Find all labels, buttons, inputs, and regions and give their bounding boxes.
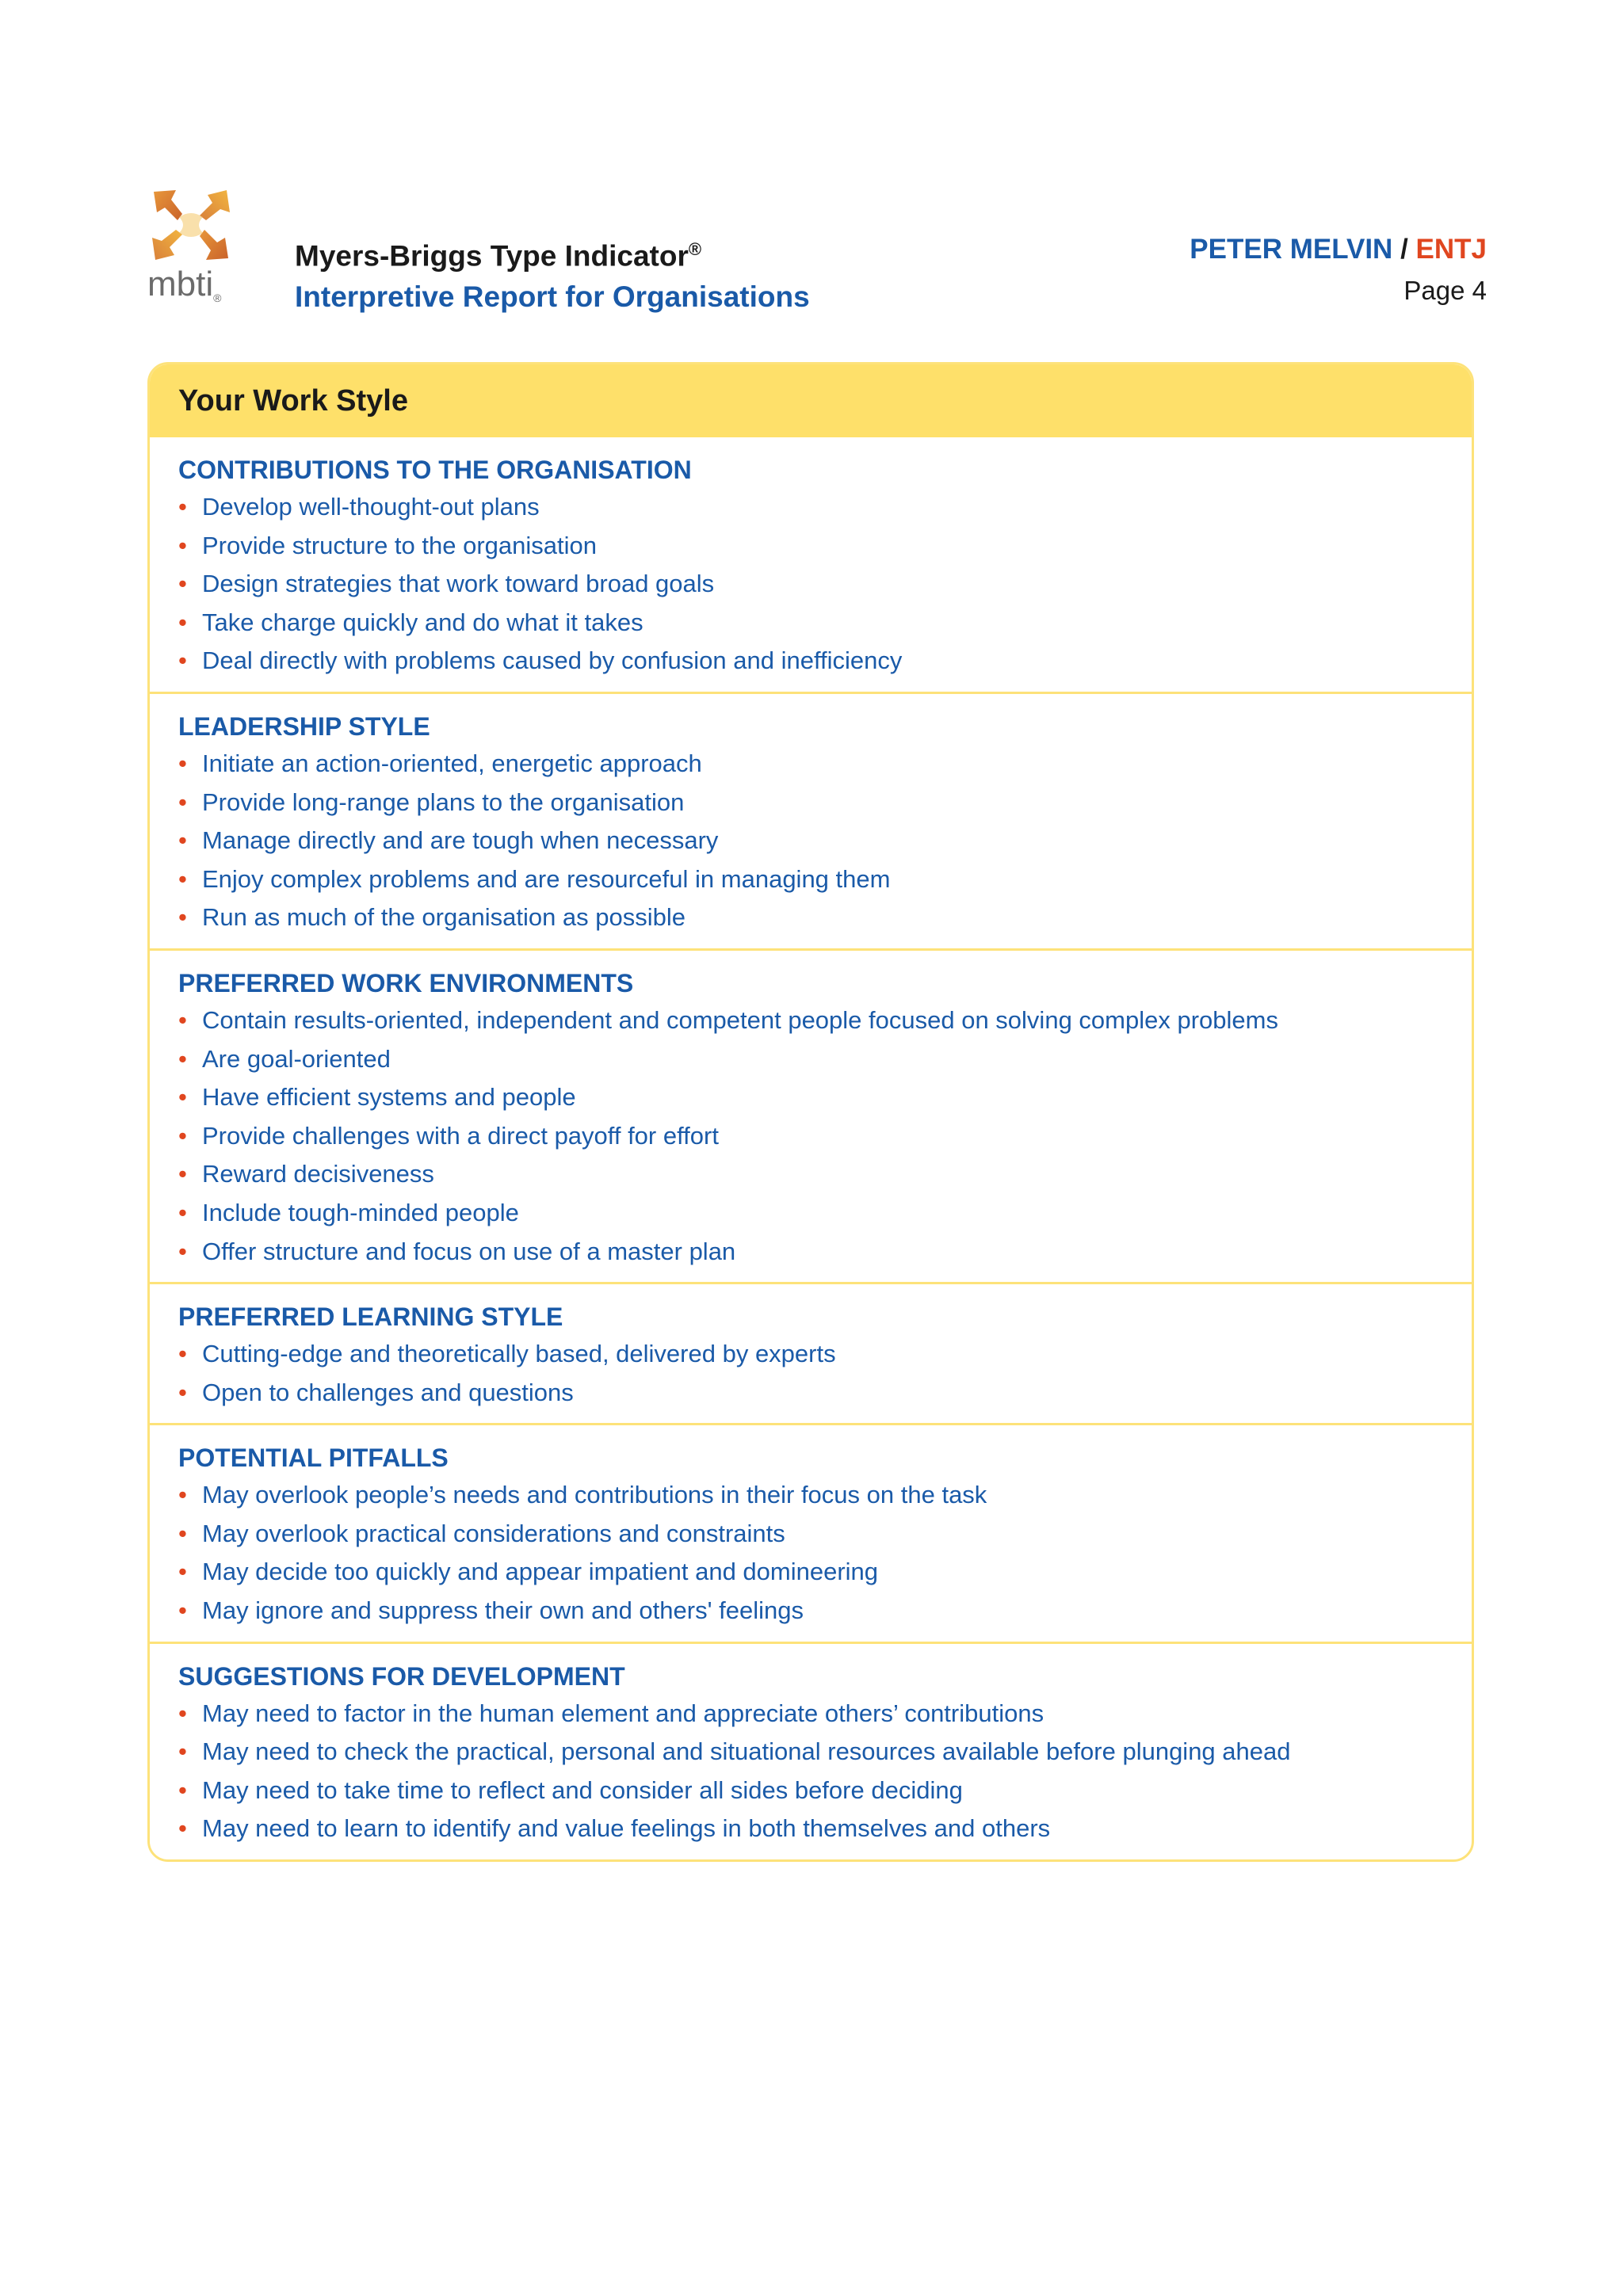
- list-item-text: Provide structure to the organisation: [202, 531, 597, 559]
- bullet-icon: •: [178, 1198, 187, 1226]
- section: [150, 1642, 1472, 1859]
- work-style-card: [147, 362, 1474, 1862]
- section: [150, 692, 1472, 948]
- section-title: LEADERSHIP STYLE: [178, 711, 430, 741]
- mbti-emblem-icon: [147, 185, 235, 265]
- list-item-text: Manage directly and are tough when necessary: [202, 826, 719, 855]
- list-item-text: Open to challenges and questions: [202, 1378, 574, 1406]
- bullet-icon: •: [178, 1160, 187, 1188]
- bullet-list: [178, 1695, 1443, 1848]
- list-item: [178, 1553, 1443, 1592]
- list-item: [178, 1772, 1443, 1810]
- list-item: [178, 527, 1443, 566]
- list-item-text: May decide too quickly and appear impatient and domineering: [202, 1558, 879, 1586]
- card-header: [150, 364, 1472, 437]
- page-number: Page 4: [1403, 276, 1487, 305]
- bullet-icon: •: [178, 1596, 187, 1625]
- list-item-text: May ignore and suppress their own and others' feelings: [202, 1596, 804, 1625]
- bullet-icon: •: [178, 1775, 187, 1804]
- bullet-list: [178, 1001, 1443, 1271]
- list-item-text: Contain results-oriented, independent and competent people focused on solving complex problems: [202, 1005, 1278, 1034]
- bullet-icon: •: [178, 1044, 187, 1073]
- list-item-text: Cutting-edge and theoretically based, delivered by experts: [202, 1340, 836, 1368]
- list-item-text: May need to take time to reflect and consider all sides before deciding: [202, 1775, 963, 1804]
- bullet-icon: •: [178, 1378, 187, 1406]
- bullet-icon: •: [178, 1519, 187, 1547]
- list-item-text: Have efficient systems and people: [202, 1083, 576, 1112]
- bullet-icon: •: [178, 1005, 187, 1034]
- list-item-text: May overlook people’s needs and contributions in their focus on the task: [202, 1481, 987, 1509]
- person-line: [1190, 229, 1487, 270]
- report-title: [295, 229, 810, 277]
- bullet-icon: •: [178, 570, 187, 598]
- section-title: SUGGESTIONS FOR DEVELOPMENT: [178, 1661, 625, 1691]
- person-separator: /: [1392, 234, 1416, 265]
- list-item: [178, 1515, 1443, 1554]
- list-item-text: Initiate an action-oriented, energetic approach: [202, 749, 702, 777]
- list-item: [178, 1476, 1443, 1515]
- list-item-text: May overlook practical considerations and constraints: [202, 1519, 785, 1547]
- card-sections: [150, 437, 1472, 1859]
- person-name: PETER MELVIN: [1190, 234, 1393, 265]
- logo-wordmark: mbti®: [147, 265, 222, 304]
- list-item-text: Take charge quickly and do what it takes: [202, 608, 643, 636]
- list-item: [178, 1733, 1443, 1772]
- bullet-icon: •: [178, 646, 187, 675]
- list-item-text: May need to factor in the human element and appreciate others’ contributions: [202, 1699, 1044, 1727]
- list-item: [178, 1592, 1443, 1630]
- list-item: [178, 1695, 1443, 1733]
- bullet-icon: •: [178, 531, 187, 559]
- list-item: [178, 1001, 1443, 1040]
- bullet-icon: •: [178, 1699, 187, 1727]
- list-item-text: Provide long-range plans to the organisation: [202, 788, 685, 816]
- registered-mark: ®: [688, 239, 702, 259]
- section-title: PREFERRED LEARNING STYLE: [178, 1302, 563, 1332]
- list-item-text: May need to learn to identify and value feelings in both themselves and others: [202, 1814, 1051, 1843]
- logo-text: mbti: [147, 265, 214, 303]
- list-item-text: Run as much of the organisation as possible: [202, 903, 686, 932]
- list-item-text: Develop well-thought-out plans: [202, 493, 540, 521]
- report-titles: [295, 229, 810, 318]
- section: [150, 437, 1472, 692]
- section-title: POTENTIAL PITFALLS: [178, 1444, 449, 1473]
- list-item-text: Reward decisiveness: [202, 1160, 434, 1188]
- list-item: [178, 898, 1443, 937]
- list-item: [178, 488, 1443, 527]
- section-title: CONTRIBUTIONS TO THE ORGANISATION: [178, 456, 692, 484]
- bullet-icon: •: [178, 1237, 187, 1265]
- list-item: [178, 642, 1443, 681]
- section: [150, 948, 1472, 1282]
- bullet-list: [178, 1335, 1443, 1412]
- section: [150, 1423, 1472, 1641]
- bullet-icon: •: [178, 1083, 187, 1112]
- bullet-icon: •: [178, 608, 187, 636]
- person-info: [1190, 229, 1487, 311]
- bullet-icon: •: [178, 1481, 187, 1509]
- bullet-icon: •: [178, 1121, 187, 1150]
- person-type: ENTJ: [1415, 234, 1487, 265]
- bullet-icon: •: [178, 749, 187, 777]
- list-item: [178, 1040, 1443, 1079]
- card-title: Your Work Style: [178, 383, 408, 418]
- list-item-text: Provide challenges with a direct payoff for effort: [202, 1121, 719, 1150]
- list-item: [178, 604, 1443, 643]
- list-item: [178, 1233, 1443, 1272]
- list-item: [178, 1078, 1443, 1117]
- bullet-icon: •: [178, 493, 187, 521]
- list-item-text: Include tough-minded people: [202, 1198, 519, 1226]
- list-item: [178, 784, 1443, 822]
- list-item-text: Enjoy complex problems and are resourceful in managing them: [202, 864, 891, 893]
- bullet-icon: •: [178, 1737, 187, 1766]
- bullet-list: [178, 1476, 1443, 1630]
- report-subtitle: Interpretive Report for Organisations: [295, 280, 810, 314]
- list-item-text: Design strategies that work toward broad goals: [202, 570, 715, 598]
- list-item: [178, 1117, 1443, 1156]
- bullet-icon: •: [178, 1814, 187, 1843]
- bullet-icon: •: [178, 788, 187, 816]
- bullet-list: [178, 745, 1443, 937]
- bullet-icon: •: [178, 1340, 187, 1368]
- list-item: [178, 1810, 1443, 1848]
- mbti-logo: [147, 185, 242, 304]
- list-item-text: May need to check the practical, personal and situational resources available before plunging ahead: [202, 1737, 1291, 1766]
- bullet-icon: •: [178, 1558, 187, 1586]
- list-item: [178, 565, 1443, 604]
- section: [150, 1282, 1472, 1423]
- bullet-list: [178, 488, 1443, 681]
- report-title-text: Myers-Briggs Type Indicator: [295, 239, 689, 273]
- list-item: [178, 1155, 1443, 1194]
- list-item-text: Are goal-oriented: [202, 1044, 391, 1073]
- list-item: [178, 1374, 1443, 1413]
- bullet-icon: •: [178, 826, 187, 855]
- list-item: [178, 1335, 1443, 1374]
- list-item-text: Offer structure and focus on use of a master plan: [202, 1237, 736, 1265]
- list-item-text: Deal directly with problems caused by confusion and inefficiency: [202, 646, 903, 675]
- list-item: [178, 822, 1443, 860]
- page-header: [147, 185, 1487, 320]
- section-title: PREFERRED WORK ENVIRONMENTS: [178, 968, 634, 997]
- list-item: [178, 745, 1443, 784]
- bullet-icon: •: [178, 903, 187, 932]
- list-item: [178, 1194, 1443, 1233]
- bullet-icon: •: [178, 864, 187, 893]
- list-item: [178, 860, 1443, 899]
